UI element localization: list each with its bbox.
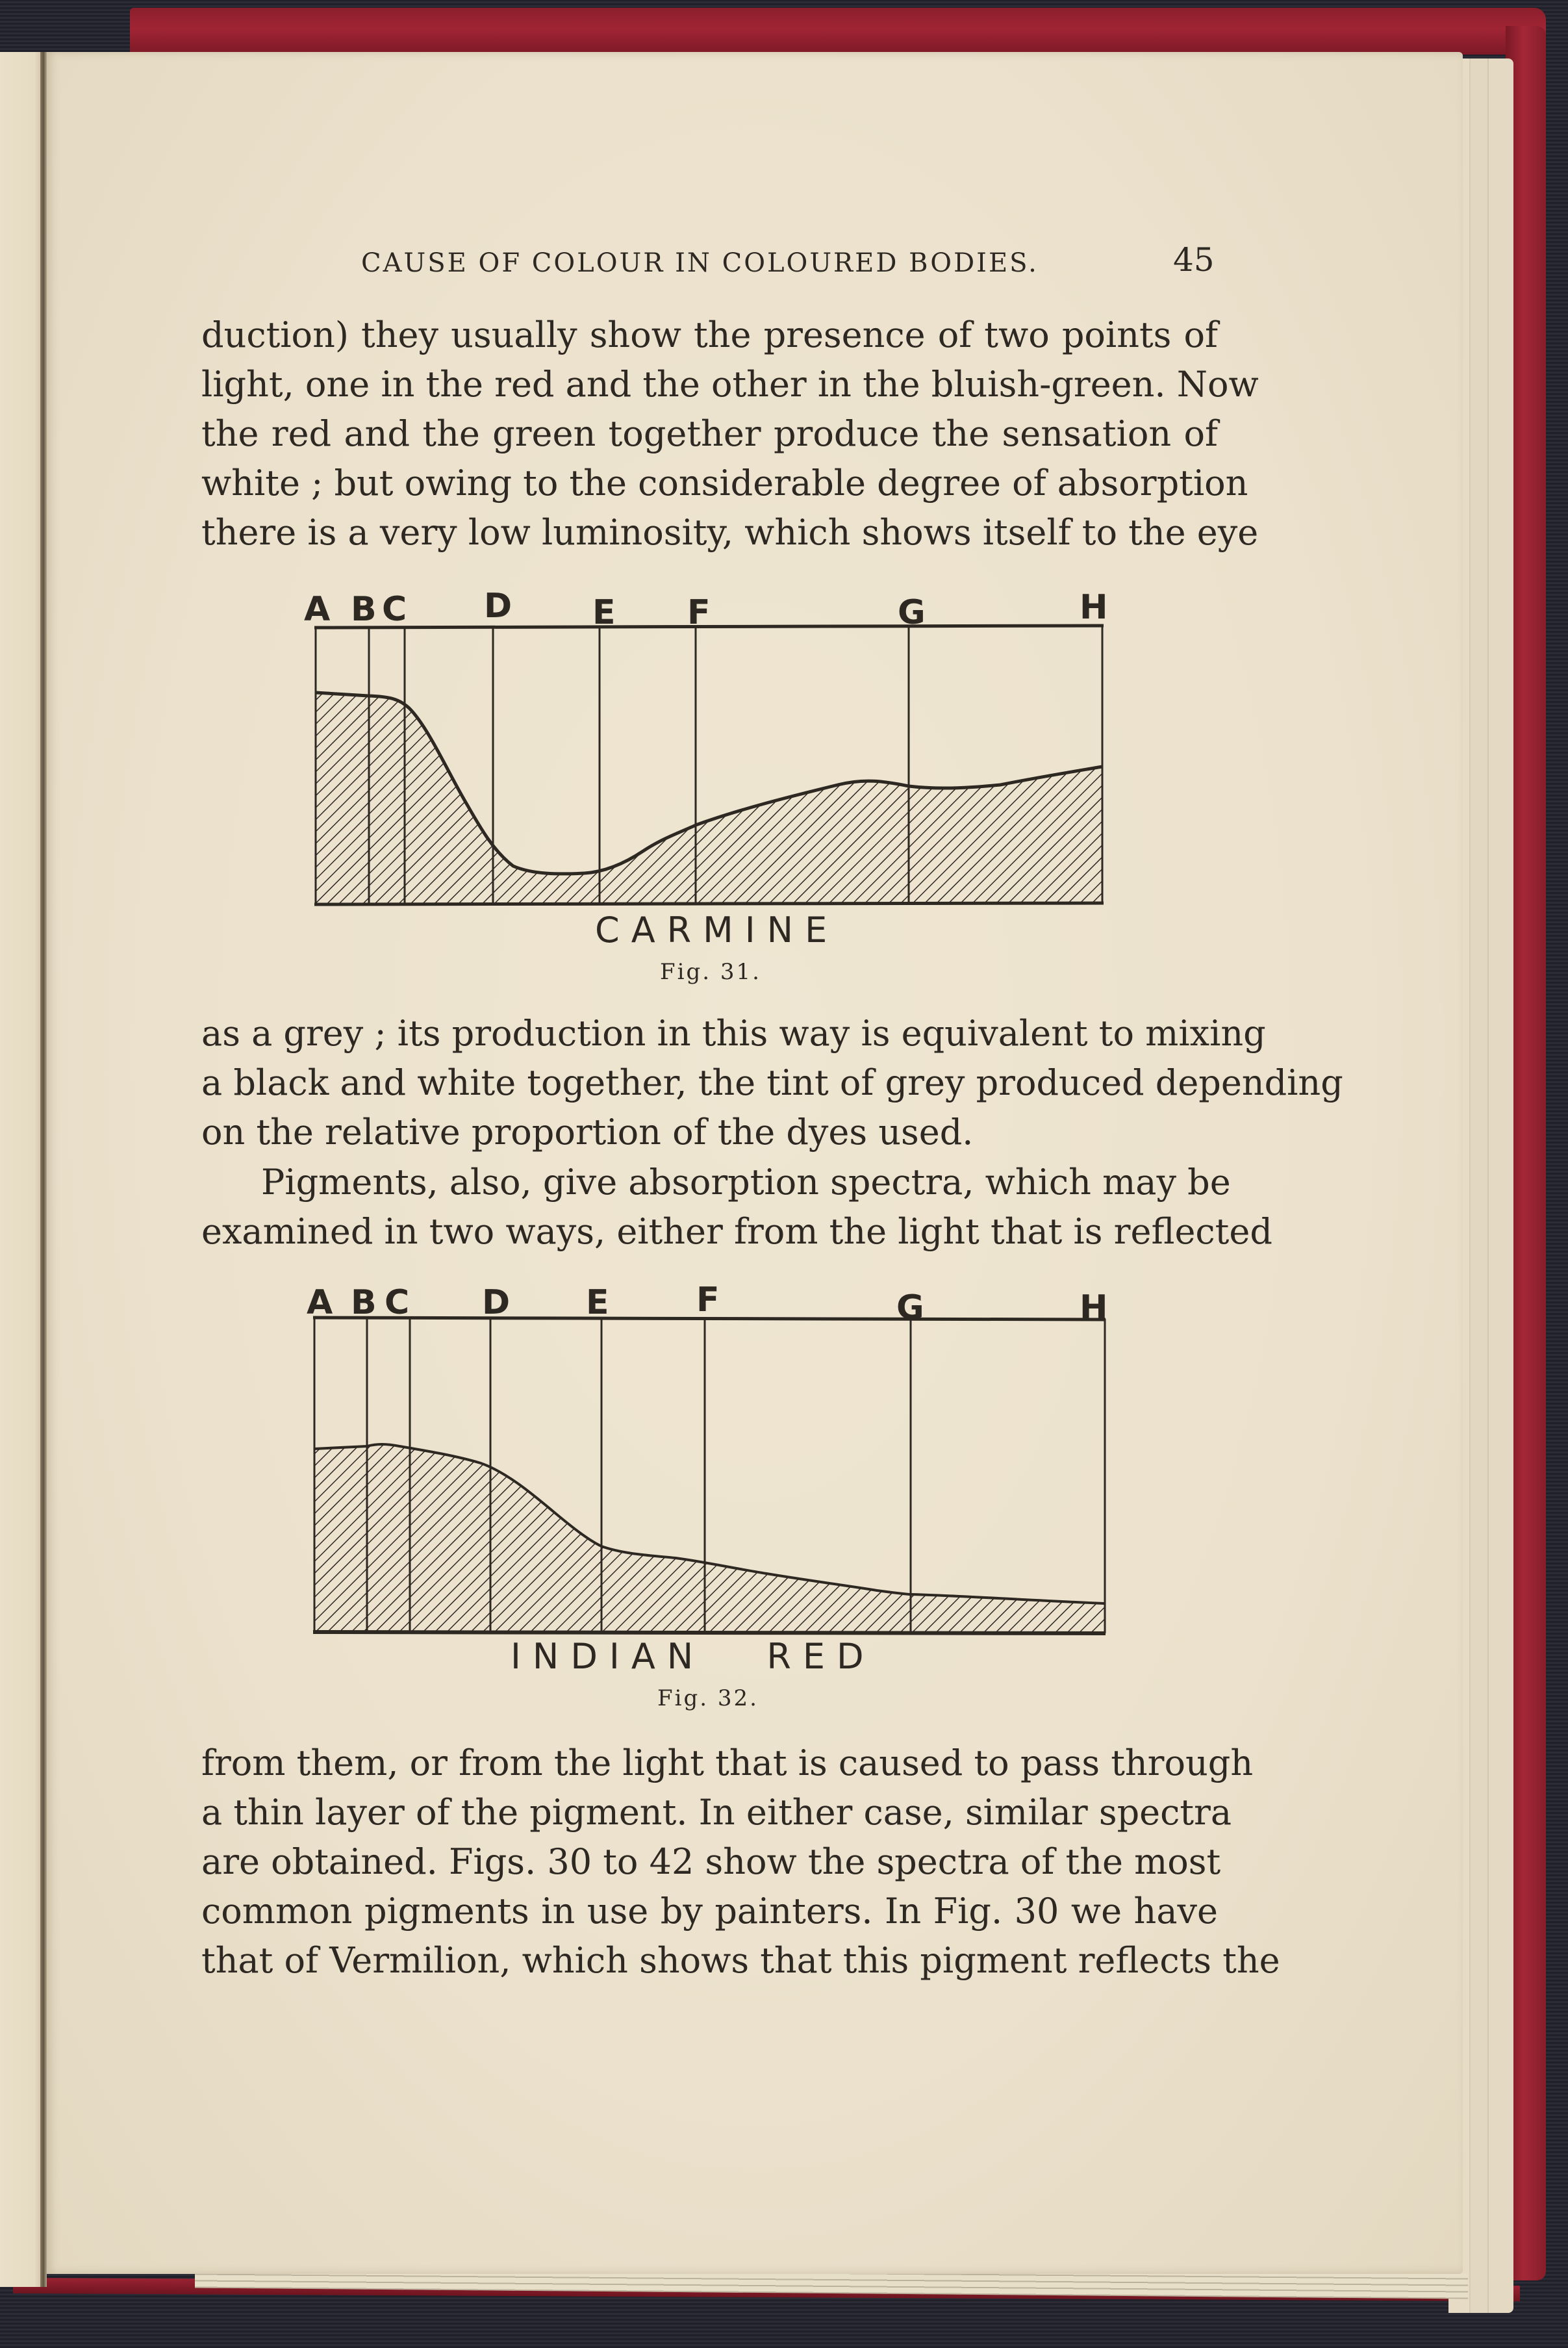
indian-red-spectrum-chart (286, 1273, 1130, 1650)
figure-31-caption (660, 959, 761, 985)
figure-32-caption (657, 1685, 759, 1711)
facing-page-edge (0, 52, 43, 2287)
line-label-e: E (586, 1283, 609, 1322)
line-label-e: E (592, 593, 616, 632)
paragraph-1 (201, 311, 1259, 557)
text-line: there is a very low luminosity, which shows itself to the eye (201, 512, 1259, 553)
line-label-d: D (484, 587, 512, 626)
text-line: common pigments in use by painters. In Fig. 30 we have (201, 1891, 1218, 1932)
line-label-f: F (687, 593, 711, 632)
line-label-b: B (351, 1283, 377, 1322)
figure-31-title: CARMINE (595, 910, 839, 951)
caption-number: 32. (717, 1685, 759, 1711)
caption-prefix: Fig. (657, 1685, 709, 1711)
text-line: duction) they usually show the presence of two points of (201, 314, 1218, 355)
text-line: white ; but owing to the considerable degree of absorption (201, 463, 1248, 504)
paragraph-3 (201, 1158, 1272, 1257)
caption-prefix: Fig. (660, 959, 712, 985)
text-line: as a grey ; its production in this way is equivalent to mixing (201, 1013, 1266, 1054)
figure-32-spectrum (286, 1273, 1130, 1650)
text-line: the red and the green together produce the sensation of (201, 413, 1218, 454)
page-number: 45 (1173, 241, 1215, 279)
line-label-c: C (382, 590, 407, 629)
line-label-a: A (304, 590, 331, 629)
caption-number: 31. (720, 959, 761, 985)
line-label-d: D (482, 1283, 511, 1322)
running-head: CAUSE OF COLOUR IN COLOURED BODIES. (361, 248, 1039, 278)
text-line: from them, or from the light that is caused to pass through (201, 1742, 1254, 1783)
text-line: on the relative proportion of the dyes used. (201, 1112, 974, 1153)
line-label-h: H (1080, 588, 1108, 627)
text-line: light, one in the red and the other in the bluish-green. Now (201, 364, 1259, 405)
text-line: a thin layer of the pigment. In either case, similar spectra (201, 1792, 1232, 1833)
paragraph-2 (201, 1009, 1343, 1157)
line-label-g: G (898, 593, 926, 632)
text-line: that of Vermilion, which shows that this pigment reflects the (201, 1940, 1280, 1981)
book-binding-top (130, 8, 1546, 55)
figure-31-spectrum (286, 585, 1130, 910)
line-label-c: C (385, 1283, 410, 1322)
text-line: a black and white together, the tint of grey produced depending (201, 1062, 1343, 1103)
text-line: Pigments, also, give absorption spectra, which may be (261, 1162, 1231, 1203)
line-label-g: G (896, 1288, 924, 1327)
gutter (40, 52, 47, 2287)
line-label-f: F (696, 1281, 720, 1320)
line-label-b: B (351, 590, 377, 629)
carmine-spectrum-chart (286, 585, 1130, 910)
text-line: are obtained. Figs. 30 to 42 show the spectra of the most (201, 1841, 1221, 1882)
line-label-a: A (307, 1283, 333, 1322)
text-line: examined in two ways, either from the light that is reflected (201, 1211, 1272, 1252)
line-label-h: H (1080, 1288, 1108, 1327)
figure-32-title: INDIAN RED (511, 1636, 876, 1677)
paragraph-4 (201, 1739, 1280, 1985)
